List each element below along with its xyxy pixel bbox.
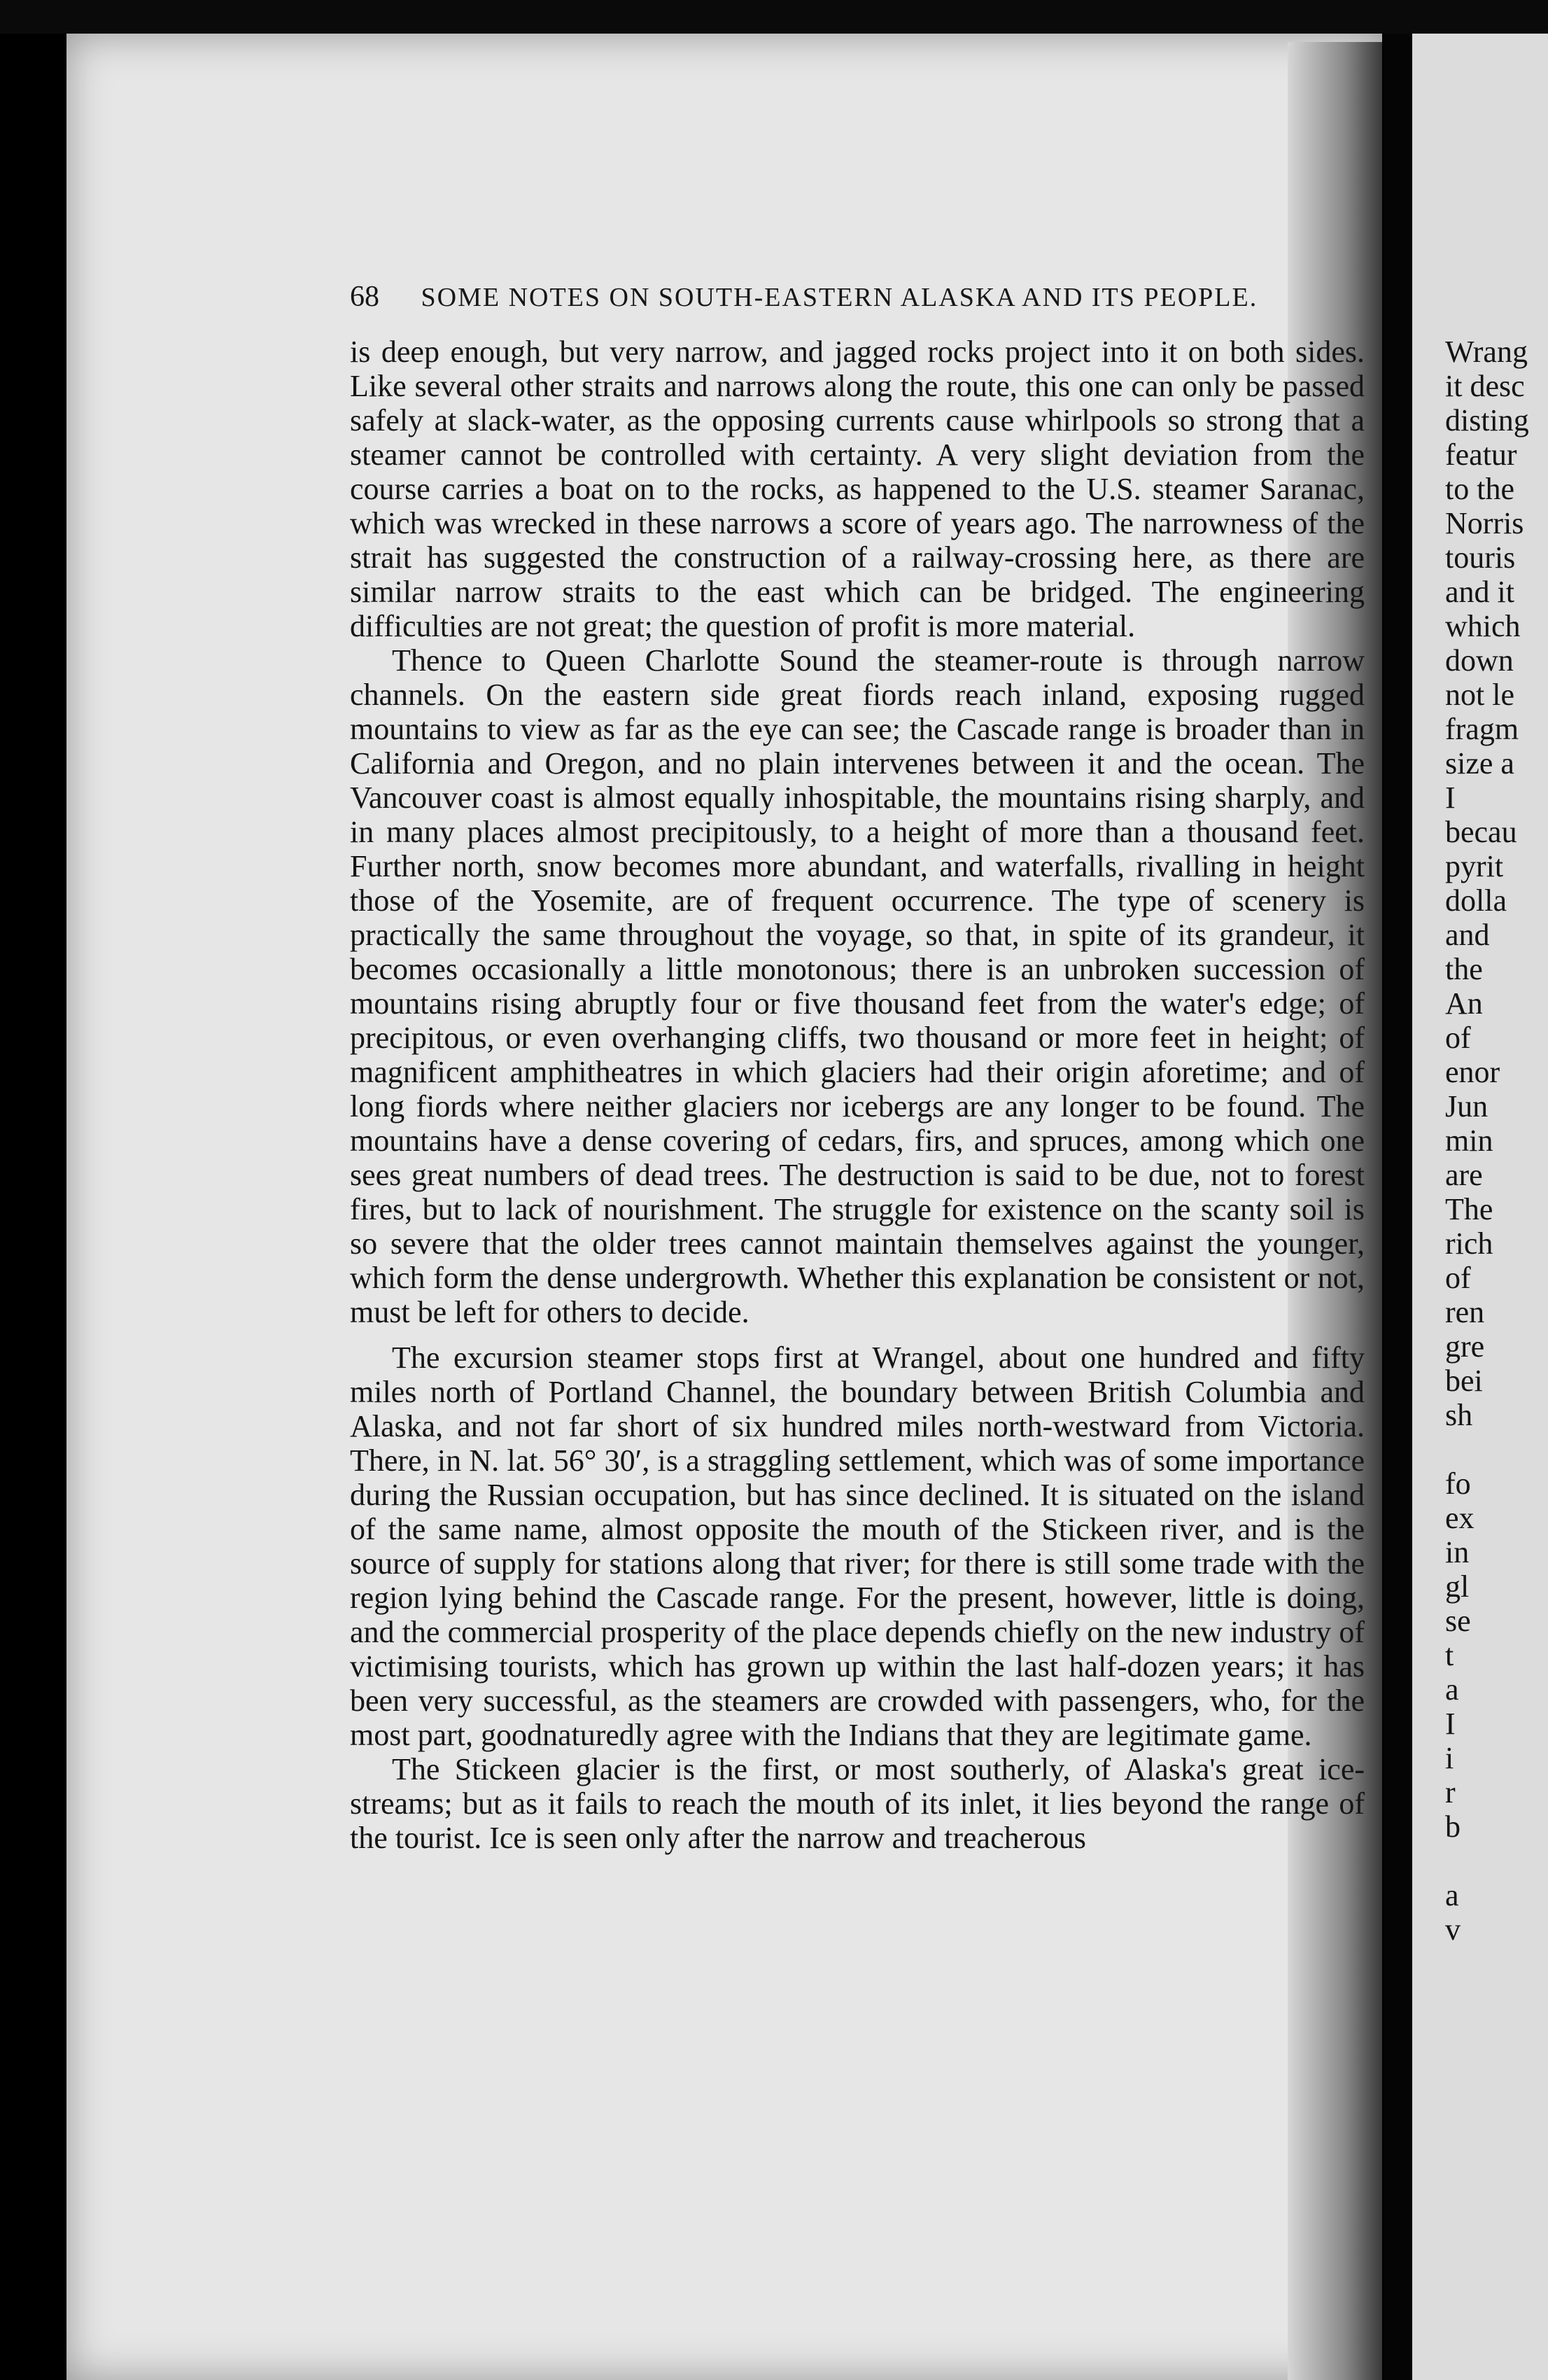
facing-page-line: I [1445, 1707, 1456, 1741]
facing-page-line: and it [1445, 575, 1514, 609]
facing-page-line: t [1445, 1638, 1454, 1672]
film-border [0, 0, 1548, 34]
facing-page-line: of [1445, 1021, 1471, 1055]
facing-page-line: a [1445, 1672, 1459, 1707]
facing-page-line: in [1445, 1535, 1470, 1569]
facing-page-line: which [1445, 609, 1521, 643]
facing-page-line: the [1445, 952, 1483, 986]
facing-page-line: fo [1445, 1466, 1471, 1501]
facing-page-line: to the [1445, 472, 1514, 506]
facing-page-line: fragm [1445, 712, 1519, 746]
facing-page-line: not le [1445, 678, 1514, 712]
facing-page-line: i [1445, 1741, 1454, 1775]
facing-page-line: are [1445, 1158, 1483, 1192]
facing-page-line: and [1445, 918, 1490, 952]
facing-page-line [1445, 1432, 1543, 1466]
facing-page-line: it desc [1445, 369, 1525, 403]
paragraph-stickeen-glacier: The Stickeen glacier is the first, or most southerly, of Alaska's great ice-streams; but as it fails to reach the mouth of its inlet, it lies beyond the range of the tourist. Ice is seen only after the narrow and treacherous [350, 1752, 1365, 1855]
facing-page-line: Norris [1445, 506, 1524, 540]
facing-page-line: r [1445, 1775, 1456, 1809]
paragraph-continued: is deep enough, but very narrow, and jagged rocks project into it on both sides. Like several other straits and narrows along the route, this one can only be passed safely at slack-water, as the opposing currents cause whirlpools so strong that a steamer cannot be controlled with certainty. A very slight deviation from the course carries a boat on to the rocks, as happened to the U.S. steamer Saranac, which was wrecked in these narrows a score of years ago. The narrowness of the strait has suggested the construction of a railway-crossing here, as there are similar narrow straits to the east which can be bridged. The engineering difficulties are not great; the question of profit is more material. [350, 335, 1365, 643]
facing-page-line: Jun [1445, 1089, 1489, 1124]
facing-page-line: bei [1445, 1364, 1483, 1398]
facing-page-line: gl [1445, 1569, 1470, 1604]
facing-page-line: b [1445, 1809, 1461, 1844]
facing-page-line: se [1445, 1604, 1471, 1638]
facing-page-line: pyrit [1445, 849, 1504, 883]
facing-page-line: touris [1445, 540, 1516, 575]
facing-page-line: sh [1445, 1398, 1473, 1432]
facing-page-line: An [1445, 986, 1483, 1021]
facing-page-line: a [1445, 1878, 1459, 1912]
facing-page-line [1445, 1844, 1543, 1878]
facing-page-line: ex [1445, 1501, 1475, 1535]
page-body [350, 335, 1365, 1855]
facing-page-line: ren [1445, 1295, 1485, 1329]
paragraph-wrangel: The excursion steamer stops first at Wrangel, about one hundred and fifty miles north of Portland Channel, the boundary between British Columbia and Alaska, and not far short of six hundred miles north-westward from Victoria. There, in N. lat. 56° 30′, is a straggling settlement, which was of some importance during the Russian occupation, but has since declined. It is situated on the island of the same name, almost opposite the mouth of the Stickeen river, and is the source of supply for stations along that river; for there is still some trade with the region lying behind the Cascade range. For the present, however, little is doing, and the commercial prosperity of the place depends chiefly on the new industry of victimising tourists, which has grown up within the last half-dozen years; it has been very successful, as the steamers are crowded with passengers, who, for the most part, goodnaturedly agree with the Indians that they are legitimate game. [350, 1340, 1365, 1752]
paragraph-queen-charlotte: Thence to Queen Charlotte Sound the steamer-route is through narrow channels. On the eastern side great fiords reach inland, exposing rugged mountains to view as far as the eye can see; the Cascade range is broader than in California and Oregon, and no plain intervenes between it and the ocean. The Vancouver coast is almost equally inhospitable, the mountains rising sharply, and in many places almost precipitously, to a height of more than a thousand feet. Further north, snow becomes more abundant, and waterfalls, rivalling in height those of the Yosemite, are of frequent occurrence. The type of scenery is practically the same throughout the voyage, so that, in spite of its grandeur, it becomes occasionally a little monotonous; there is an unbroken succession of mountains rising abruptly four or five thousand feet from the water's edge; of precipitous, or even overhanging cliffs, two thousand or more feet in height; of magnificent amphitheatres in which glaciers had their origin aforetime; and of long fiords where neither glaciers nor icebergs are any longer to be found. The mountains have a dense covering of cedars, firs, and spruces, among which one sees great numbers of dead trees. The destruction is said to be due, not to forest fires, but to lack of nourishment. The struggle for existence on the scanty soil is so severe that the older trees cannot maintain themselves against the younger, which form the dense undergrowth. Whether this explanation be consistent or not, must be left for others to decide. [350, 643, 1365, 1329]
facing-page-line: becau [1445, 815, 1517, 849]
running-head-title: SOME NOTES ON SOUTH-EASTERN ALASKA AND ITS PEOPLE. [421, 283, 1258, 312]
facing-page-line: The [1445, 1192, 1493, 1226]
facing-page-line: rich [1445, 1226, 1493, 1261]
facing-page-line: enor [1445, 1055, 1500, 1089]
facing-page-line: disting [1445, 403, 1529, 438]
facing-page-line: min [1445, 1124, 1493, 1158]
book-gutter [1384, 34, 1412, 2380]
facing-page-line: gre [1445, 1329, 1485, 1364]
facing-page-line: dolla [1445, 883, 1507, 918]
facing-page-line: down [1445, 643, 1514, 678]
running-header [350, 280, 1344, 314]
facing-page-line: Wrang [1445, 335, 1528, 369]
facing-page-line: size a [1445, 746, 1514, 780]
page-number: 68 [350, 281, 379, 313]
facing-page-text [1445, 335, 1543, 1947]
facing-page-line: v [1445, 1912, 1461, 1947]
facing-page-line: of [1445, 1261, 1471, 1295]
facing-page-line: I [1445, 780, 1456, 815]
facing-page-line: featur [1445, 438, 1517, 472]
